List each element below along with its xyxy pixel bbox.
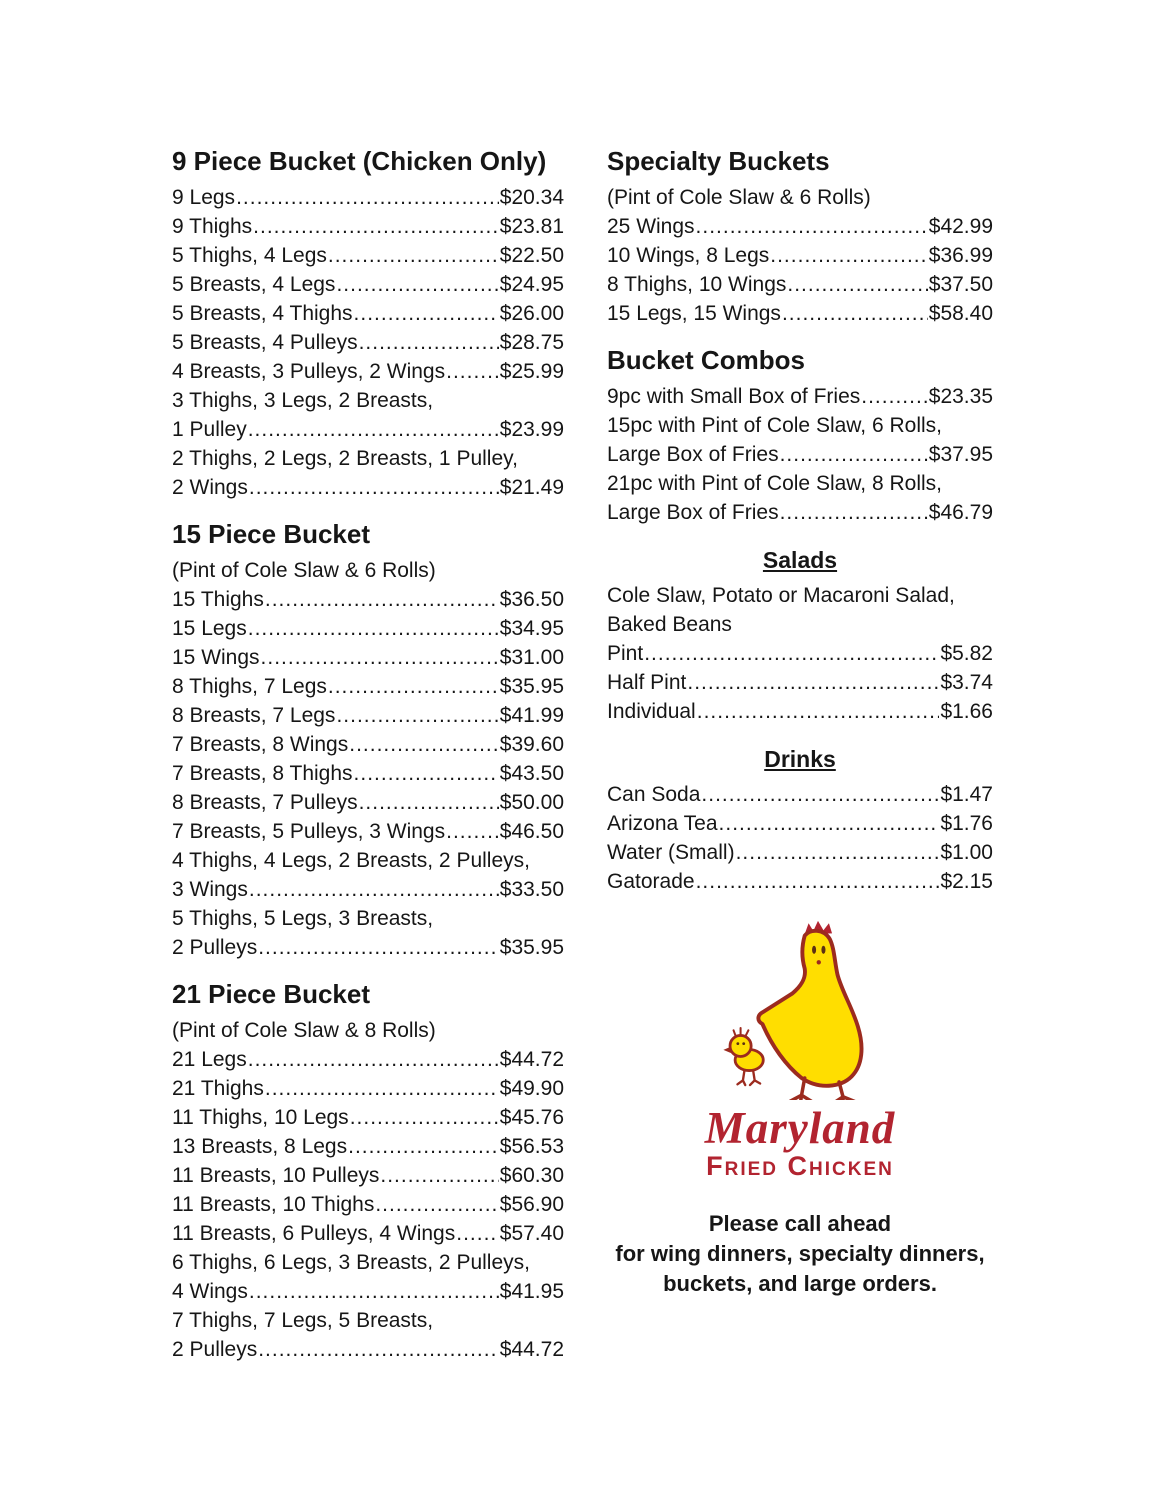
- brand-name-caps: Fried Chicken: [706, 1151, 894, 1181]
- menu-item-row: [172, 904, 564, 933]
- menu-item-row: [172, 1190, 564, 1219]
- chick-icon: [723, 1028, 763, 1085]
- menu-item-row: [607, 838, 993, 867]
- item-label: 1 Pulley: [172, 418, 247, 441]
- item-price: $49.90: [499, 1077, 564, 1100]
- menu-item-row: [172, 701, 564, 730]
- item-list: [607, 212, 993, 328]
- item-price: $37.50: [928, 273, 993, 296]
- menu-item-row: [172, 415, 564, 444]
- menu-item-row: [172, 241, 564, 270]
- item-price: $1.47: [940, 783, 993, 806]
- dotted-leader: [736, 838, 940, 867]
- item-list: [607, 382, 993, 527]
- call-ahead-line: for wing dinners, specialty dinners,: [615, 1241, 985, 1266]
- item-label: 10 Wings, 8 Legs: [607, 244, 770, 267]
- item-price: $35.95: [499, 936, 564, 959]
- dotted-leader: [328, 241, 499, 270]
- item-price: $46.50: [499, 820, 564, 843]
- menu-item-row: [172, 444, 564, 473]
- item-price: $50.00: [499, 791, 564, 814]
- item-price: $39.60: [499, 733, 564, 756]
- item-label: 2 Pulleys: [172, 1338, 258, 1361]
- menu-item-row: [607, 382, 993, 411]
- item-price: $42.99: [928, 215, 993, 238]
- dotted-leader: [696, 212, 928, 241]
- item-price: $33.50: [499, 878, 564, 901]
- brand-logo: [607, 920, 993, 1181]
- dotted-leader: [265, 1074, 499, 1103]
- item-price: $22.50: [499, 244, 564, 267]
- item-label: Cole Slaw, Potato or Macaroni Salad,: [607, 584, 955, 607]
- item-price: $44.72: [499, 1048, 564, 1071]
- item-label: 9pc with Small Box of Fries: [607, 385, 861, 408]
- menu-item-row: [172, 270, 564, 299]
- item-price: $21.49: [499, 476, 564, 499]
- dotted-leader: [354, 759, 499, 788]
- menu-item-row: [172, 386, 564, 415]
- item-label: Gatorade: [607, 870, 695, 893]
- section-subtitle: (Pint of Cole Slaw & 6 Rolls): [607, 186, 871, 209]
- section-heading: Drinks: [764, 746, 836, 772]
- section-salads: [607, 546, 993, 726]
- item-price: $60.30: [499, 1164, 564, 1187]
- item-price: $23.35: [928, 385, 993, 408]
- menu-item-row: [172, 585, 564, 614]
- item-price: $41.95: [499, 1280, 564, 1303]
- dotted-leader: [861, 382, 928, 411]
- dotted-leader: [336, 270, 498, 299]
- menu-item-row: [172, 1219, 564, 1248]
- menu-item-row: [172, 730, 564, 759]
- dotted-leader: [719, 809, 940, 838]
- menu-item-row: [172, 817, 564, 846]
- item-price: $23.99: [499, 418, 564, 441]
- dotted-leader: [446, 817, 499, 846]
- dotted-leader: [782, 299, 928, 328]
- item-label: 9 Thighs: [172, 215, 253, 238]
- dotted-leader: [265, 585, 499, 614]
- menu-item-row: [607, 270, 993, 299]
- dotted-leader: [354, 299, 499, 328]
- item-label: 11 Breasts, 10 Thighs: [172, 1193, 375, 1216]
- item-price: $36.50: [499, 588, 564, 611]
- item-label: 15 Thighs: [172, 588, 264, 611]
- item-label: Can Soda: [607, 783, 701, 806]
- menu-item-row: [172, 643, 564, 672]
- menu-item-row: [607, 668, 993, 697]
- dotted-leader: [248, 614, 499, 643]
- menu-item-row: [607, 299, 993, 328]
- item-label: 15pc with Pint of Cole Slaw, 6 Rolls,: [607, 414, 942, 437]
- dotted-leader: [446, 357, 499, 386]
- hen-beak-dot: [817, 960, 821, 964]
- item-label: 3 Wings: [172, 878, 248, 901]
- item-price: $20.34: [499, 186, 564, 209]
- menu-item-row: [607, 469, 993, 498]
- menu-item-row: [607, 581, 993, 610]
- item-price: $24.95: [499, 273, 564, 296]
- dotted-leader: [375, 1190, 498, 1219]
- dotted-leader: [359, 328, 499, 357]
- menu-item-row: [172, 759, 564, 788]
- dotted-leader: [350, 1103, 499, 1132]
- hen-eye-left: [812, 946, 816, 954]
- item-price: $44.72: [499, 1338, 564, 1361]
- item-label: 15 Legs: [172, 617, 247, 640]
- item-label: 9 Legs: [172, 186, 236, 209]
- hen-body: [758, 931, 861, 1086]
- item-price: $56.53: [499, 1135, 564, 1158]
- dotted-leader: [787, 270, 927, 299]
- item-price: $45.76: [499, 1106, 564, 1129]
- item-label: Water (Small): [607, 841, 735, 864]
- menu-item-row: [172, 1045, 564, 1074]
- menu-item-row: [607, 639, 993, 668]
- item-label: 8 Breasts, 7 Pulleys: [172, 791, 358, 814]
- dotted-leader: [701, 780, 939, 809]
- menu-item-row: [172, 1103, 564, 1132]
- menu-item-row: [172, 1248, 564, 1277]
- right-column: [607, 146, 993, 1364]
- item-price: $1.00: [940, 841, 993, 864]
- dotted-leader: [249, 875, 499, 904]
- item-label: 21pc with Pint of Cole Slaw, 8 Rolls,: [607, 472, 942, 495]
- dotted-leader: [359, 788, 499, 817]
- item-label: 15 Legs, 15 Wings: [607, 302, 781, 325]
- dotted-leader: [258, 1335, 499, 1364]
- section-subtitle: (Pint of Cole Slaw & 6 Rolls): [172, 559, 436, 582]
- menu-item-row: [172, 357, 564, 386]
- item-label: 6 Thighs, 6 Legs, 3 Breasts, 2 Pulleys,: [172, 1251, 530, 1274]
- menu-item-row: [172, 299, 564, 328]
- dotted-leader: [349, 730, 499, 759]
- menu-item-row: [607, 809, 993, 838]
- dotted-leader: [348, 1132, 499, 1161]
- dotted-leader: [248, 1045, 499, 1074]
- menu-item-row: [607, 411, 993, 440]
- item-price: $43.50: [499, 762, 564, 785]
- menu-item-row: [172, 1161, 564, 1190]
- item-label: 4 Thighs, 4 Legs, 2 Breasts, 2 Pulleys,: [172, 849, 530, 872]
- dotted-leader: [236, 183, 499, 212]
- item-price: $56.90: [499, 1193, 564, 1216]
- section-heading: 15 Piece Bucket: [172, 519, 371, 549]
- item-label: 8 Breasts, 7 Legs: [172, 704, 336, 727]
- item-label: 8 Thighs, 7 Legs: [172, 675, 327, 698]
- item-label: 21 Legs: [172, 1048, 247, 1071]
- dotted-leader: [249, 473, 499, 502]
- item-label: 2 Wings: [172, 476, 248, 499]
- item-price: $25.99: [499, 360, 564, 383]
- dotted-leader: [248, 415, 499, 444]
- section-21-piece-bucket: [172, 979, 564, 1364]
- call-ahead-line: buckets, and large orders.: [663, 1271, 937, 1296]
- menu-item-row: [607, 867, 993, 896]
- section-heading: 9 Piece Bucket (Chicken Only): [172, 146, 547, 176]
- item-label: 7 Breasts, 8 Thighs: [172, 762, 353, 785]
- left-column: [172, 146, 564, 1364]
- brand-name-script: Maryland: [704, 1103, 896, 1153]
- item-label: 5 Thighs, 5 Legs, 3 Breasts,: [172, 907, 434, 930]
- menu-item-row: [172, 328, 564, 357]
- menu-item-row: [172, 1306, 564, 1335]
- menu-item-row: [172, 183, 564, 212]
- menu-item-row: [607, 241, 993, 270]
- item-price: $34.95: [499, 617, 564, 640]
- item-label: 7 Breasts, 5 Pulleys, 3 Wings: [172, 820, 446, 843]
- call-ahead-note: [607, 1209, 993, 1299]
- dotted-leader: [380, 1161, 498, 1190]
- item-price: $31.00: [499, 646, 564, 669]
- item-price: $37.95: [928, 443, 993, 466]
- item-label: 11 Breasts, 10 Pulleys: [172, 1164, 380, 1187]
- menu-item-row: [172, 473, 564, 502]
- menu-item-row: [172, 614, 564, 643]
- dotted-leader: [253, 212, 499, 241]
- item-label: 2 Thighs, 2 Legs, 2 Breasts, 1 Pulley,: [172, 447, 518, 470]
- item-label: 3 Thighs, 3 Legs, 2 Breasts,: [172, 389, 434, 412]
- item-label: Large Box of Fries: [607, 501, 779, 524]
- item-price: $41.99: [499, 704, 564, 727]
- menu-item-row: [607, 610, 993, 639]
- dotted-leader: [687, 668, 939, 697]
- menu-item-row: [607, 697, 993, 726]
- item-label: 5 Breasts, 4 Legs: [172, 273, 336, 296]
- menu-item-row: [172, 1277, 564, 1306]
- item-label: Pint: [607, 642, 644, 665]
- section-specialty-buckets: [607, 146, 993, 328]
- item-label: Baked Beans: [607, 613, 732, 636]
- item-label: 15 Wings: [172, 646, 260, 669]
- item-label: Individual: [607, 700, 696, 723]
- section-heading: Salads: [762, 547, 838, 573]
- item-label: Arizona Tea: [607, 812, 718, 835]
- section-drinks: [607, 745, 993, 896]
- item-label: 8 Thighs, 10 Wings: [607, 273, 787, 296]
- item-label: 2 Pulleys: [172, 936, 258, 959]
- item-price: $1.66: [940, 700, 993, 723]
- section-heading: Bucket Combos: [607, 345, 805, 375]
- dotted-leader: [697, 697, 940, 726]
- dotted-leader: [780, 440, 928, 469]
- item-label: 7 Thighs, 7 Legs, 5 Breasts,: [172, 1309, 434, 1332]
- item-price: $58.40: [928, 302, 993, 325]
- menu-item-row: [172, 212, 564, 241]
- item-label: 13 Breasts, 8 Legs: [172, 1135, 348, 1158]
- item-label: 5 Breasts, 4 Pulleys: [172, 331, 358, 354]
- item-price: $2.15: [940, 870, 993, 893]
- dotted-leader: [456, 1219, 499, 1248]
- menu-item-row: [172, 672, 564, 701]
- dotted-leader: [249, 1277, 499, 1306]
- section-9-piece-bucket: [172, 146, 564, 502]
- dotted-leader: [780, 498, 928, 527]
- item-label: Large Box of Fries: [607, 443, 779, 466]
- item-price: $23.81: [499, 215, 564, 238]
- item-price: $5.82: [940, 642, 993, 665]
- call-ahead-line: Please call ahead: [708, 1211, 892, 1236]
- item-label: 4 Breasts, 3 Pulleys, 2 Wings: [172, 360, 446, 383]
- item-price: $57.40: [499, 1222, 564, 1245]
- item-price: $46.79: [928, 501, 993, 524]
- item-price: $1.76: [940, 812, 993, 835]
- dotted-leader: [336, 701, 498, 730]
- dotted-leader: [644, 639, 939, 668]
- menu-item-row: [172, 788, 564, 817]
- item-label: 11 Thighs, 10 Legs: [172, 1106, 349, 1129]
- dotted-leader: [696, 867, 940, 896]
- menu-item-row: [172, 1074, 564, 1103]
- item-price: $28.75: [499, 331, 564, 354]
- menu-item-row: [172, 1335, 564, 1364]
- menu-item-row: [172, 1132, 564, 1161]
- menu-item-row: [607, 440, 993, 469]
- menu-item-row: [172, 875, 564, 904]
- item-price: $36.99: [928, 244, 993, 267]
- section-15-piece-bucket: [172, 519, 564, 962]
- item-list: [607, 581, 993, 726]
- dotted-leader: [258, 933, 499, 962]
- item-label: 21 Thighs: [172, 1077, 264, 1100]
- item-label: 5 Breasts, 4 Thighs: [172, 302, 353, 325]
- item-label: 7 Breasts, 8 Wings: [172, 733, 349, 756]
- item-label: Half Pint: [607, 671, 687, 694]
- section-bucket-combos: [607, 345, 993, 527]
- item-list: [607, 780, 993, 896]
- menu-item-row: [172, 846, 564, 875]
- menu-item-row: [172, 933, 564, 962]
- dotted-leader: [261, 643, 499, 672]
- item-label: 11 Breasts, 6 Pulleys, 4 Wings: [172, 1222, 456, 1245]
- item-price: $26.00: [499, 302, 564, 325]
- chicken-logo-icon: [714, 920, 886, 1100]
- item-label: 25 Wings: [607, 215, 695, 238]
- dotted-leader: [770, 241, 928, 270]
- item-list: [172, 183, 564, 502]
- item-list: [172, 585, 564, 962]
- section-heading: Specialty Buckets: [607, 146, 830, 176]
- section-heading: 21 Piece Bucket: [172, 979, 371, 1009]
- item-price: $3.74: [940, 671, 993, 694]
- section-subtitle: (Pint of Cole Slaw & 8 Rolls): [172, 1019, 436, 1042]
- hen-eye-right: [821, 946, 825, 954]
- item-label: 5 Thighs, 4 Legs: [172, 244, 327, 267]
- item-label: 4 Wings: [172, 1280, 248, 1303]
- menu-item-row: [607, 780, 993, 809]
- item-price: $35.95: [499, 675, 564, 698]
- menu-item-row: [607, 212, 993, 241]
- item-list: [172, 1045, 564, 1364]
- dotted-leader: [328, 672, 499, 701]
- menu-item-row: [607, 498, 993, 527]
